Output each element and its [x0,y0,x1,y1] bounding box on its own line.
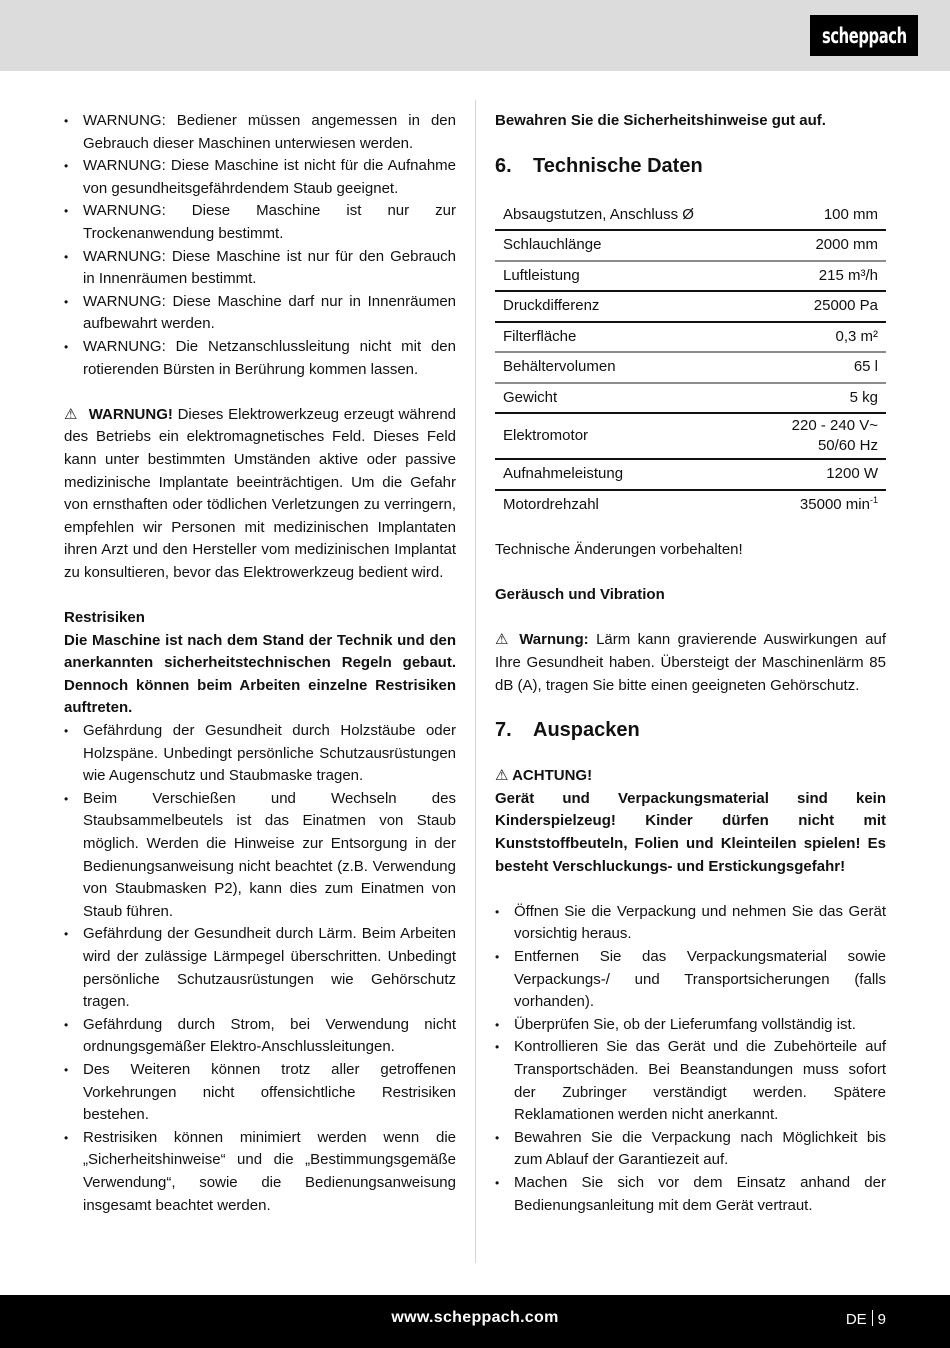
residual-risks-list [64,720,456,1217]
spec-value: 5 kg [757,383,886,414]
scheppach-logo [810,15,918,56]
spec-value: 2000 mm [757,230,886,261]
spec-label: Luftleistung [495,261,757,292]
warning-item: • WARNUNG: Diese Maschine ist nur zur Trockenanwendung bestimmt. [64,200,456,245]
table-row [495,383,886,414]
unpack-item: • Öffnen Sie die Verpackung und nehmen Sie das Gerät vorsichtig heraus. [495,901,886,946]
page-header [0,0,950,71]
keep-safety-notice: Bewahren Sie die Sicherheitshinweise gut auf. [495,112,826,129]
warning-item: • WARNUNG: Die Netzanschlussleitung nicht mit den rotierenden Bürsten in Berührung kommen lassen. [64,336,456,381]
table-row [495,261,886,292]
spec-label: Gewicht [495,383,757,414]
residual-risk-item: • Beim Verschießen und Wechseln des Staubsammelbeutels ist das Einatmen von Staub möglich. Werden die Hinweise zur Entsorgung in der Bedienungsanweisung nicht beachtet (z.B. Verwendung von Staubmasken P2), kann dies zum Einatmen von Staub führen. [64,788,456,924]
column-divider [475,100,476,1263]
spec-value-text: 35000 min [799,495,870,513]
noise-heading: Geräusch und Vibration [495,586,665,604]
unpack-item: • Überprüfen Sie, ob der Lieferumfang vollständig ist. [495,1014,886,1037]
table-row [495,201,886,231]
warning-item: • WARNUNG: Diese Maschine darf nur in Innenräumen aufbewahrt werden. [64,291,456,336]
spec-value-exponent: -1 [869,494,878,505]
section-title: Technische Daten [533,154,703,177]
section-6-heading [495,153,886,179]
emf-warning-text: Dieses Elektrowerkzeug erzeugt während des Betriebs ein elektromagnetisches Feld. Dieses Feld kann unter bestimmten Umständen aktive oder passive medizinische Implantate beeinträchtigen. Um die Gefahr von ernsthaften oder tödlichen Verletzungen zu verringern, empfehlen wir Personen mit medizinischen Implantaten ihren Arzt und den Hersteller vom medizinischen Implantat zu konsultieren, bevor das Elektrowerkzeug bedient wird. [64,405,457,581]
unpack-item: • Kontrollieren Sie das Gerät und die Zubehörteile auf Transportschäden. Bei Beanstandungen muss sofort der Zubringer verständigt werden. Spätere Reklamationen werden nicht anerkannt. [495,1036,886,1126]
table-row [495,413,886,459]
warning-item: • WARNUNG: Diese Maschine ist nur für den Gebrauch in Innenräumen bestimmt. [64,246,456,291]
warning-item: • WARNUNG: Diese Maschine ist nicht für die Aufnahme von gesundheitsgefährdendem Staub geeignet. [64,155,456,200]
logo-text: scheppach [821,23,907,48]
spec-label: Filterfläche [495,322,757,353]
section-number: 6. [495,154,512,177]
section-number: 7. [495,719,512,742]
spec-value: 65 l [757,352,886,383]
spec-value: 25000 Pa [757,291,886,322]
language-code: DE [845,1311,867,1328]
table-row [495,459,886,490]
warning-list [64,110,456,381]
residual-risk-item: • Gefährdung durch Strom, bei Verwendung nicht ordnungsgemäßer Elektro-Anschlussleitungen. [64,1014,456,1059]
table-row [495,352,886,383]
residual-risk-item: • Des Weiteren können trotz aller getroffenen Vorkehrungen nicht offensichtliche Restrisiken bestehen. [64,1059,456,1127]
noise-warning-label: Warnung: [519,631,589,649]
separator [872,1310,873,1326]
noise-warning-paragraph [495,629,886,697]
emf-warning-paragraph [64,404,456,585]
warning-triangle-icon: ⚠ [495,767,509,785]
spec-value [757,490,886,520]
technical-data-table [495,201,886,520]
residual-risks-heading: Restrisiken [64,609,145,627]
website-link[interactable]: www.scheppach.com [391,1309,559,1326]
warning-item: • WARNUNG: Bediener müssen angemessen in den Gebrauch dieser Maschinen unterwiesen werden. [64,110,456,155]
spec-value-line: 220 - 240 V~ [791,417,878,435]
left-column [64,110,456,1217]
table-row [495,291,886,322]
unpack-list [495,901,886,1217]
page-footer [0,1295,950,1348]
residual-risk-item: • Gefährdung der Gesundheit durch Holzstäube oder Holzspäne. Unbedingt persönliche Schutzausrüstungen wie Augenschutz und Staubmaske tragen. [64,720,456,788]
unpack-item: • Bewahren Sie die Verpackung nach Möglichkeit bis zum Ablauf der Garantiezeit auf. [495,1127,886,1172]
warning-triangle-icon: ⚠ [495,631,512,649]
spec-label: Behältervolumen [495,352,757,383]
spec-label: Druckdifferenz [495,291,757,322]
spec-label: Schlauchlänge [495,230,757,261]
residual-risk-item: • Restrisiken können minimiert werden wenn die „Sicherheitshinweise“ und die „Bestimmungsgemäße Verwendung“, sowie die Bedienungsanweisung insgesamt beachtet werden. [64,1127,456,1217]
spec-value: 0,3 m² [757,322,886,353]
unpack-item: • Entfernen Sie das Verpackungsmaterial sowie Verpackungs-/ und Transportsicherungen (falls vorhanden). [495,946,886,1014]
table-row [495,230,886,261]
right-column [495,110,886,1217]
spec-label: Aufnahmeleistung [495,459,757,490]
spec-value: 215 m³/h [757,261,886,292]
noise-warning-text: Lärm kann gravierende Auswirkungen auf Ihre Gesundheit haben. Übersteigt der Maschinenlärm 85 dB (A), tragen Sie bitte einen geeigneten Gehörschutz. [495,631,886,694]
residual-risks-intro: Die Maschine ist nach dem Stand der Technik und den anerkannten sicherheitstechnischen Regeln gebaut. Dennoch können beim Arbeiten einzelne Restrisiken auftreten. [64,631,456,717]
unpack-item: • Machen Sie sich vor dem Einsatz anhand der Bedienungsanleitung mit dem Gerät vertraut. [495,1172,886,1217]
emf-warning-label: WARNUNG! [88,405,173,423]
warning-triangle-icon: ⚠ [64,405,78,423]
spec-value-line: 50/60 Hz [817,437,878,455]
attention-label: ACHTUNG! [512,767,593,785]
page-number: 9 [877,1311,886,1328]
spec-label: Elektromotor [495,413,757,459]
attention-label-line [495,765,886,788]
spec-value: 1200 W [757,459,886,490]
section-title: Auspacken [533,719,640,742]
spec-value: 100 mm [757,201,886,231]
attention-text: Gerät und Verpackungsmaterial sind kein Kinderspielzeug! Kinder dürfen nicht mit Kunststoffbeuteln, Folien und Kleinteilen spielen! Es besteht Verschluckungs- und Erstickungsgefahr! [495,789,886,875]
spec-label: Motordrehzahl [503,495,599,513]
residual-risk-item: • Gefährdung der Gesundheit durch Lärm. Beim Arbeiten wird der zulässige Lärmpegel überschritten. Unbedingt persönliche Schutzausrüstungen wie Gehörschutz tragen. [64,923,456,1013]
table-row [495,322,886,353]
spec-value [757,413,886,459]
table-row [495,490,886,520]
technical-changes-notice: Technische Änderungen vorbehalten! [495,541,743,559]
spec-label: Absaugstutzen, Anschluss Ø [495,201,757,231]
page-indicator [846,1310,886,1328]
section-7-heading [495,717,886,743]
